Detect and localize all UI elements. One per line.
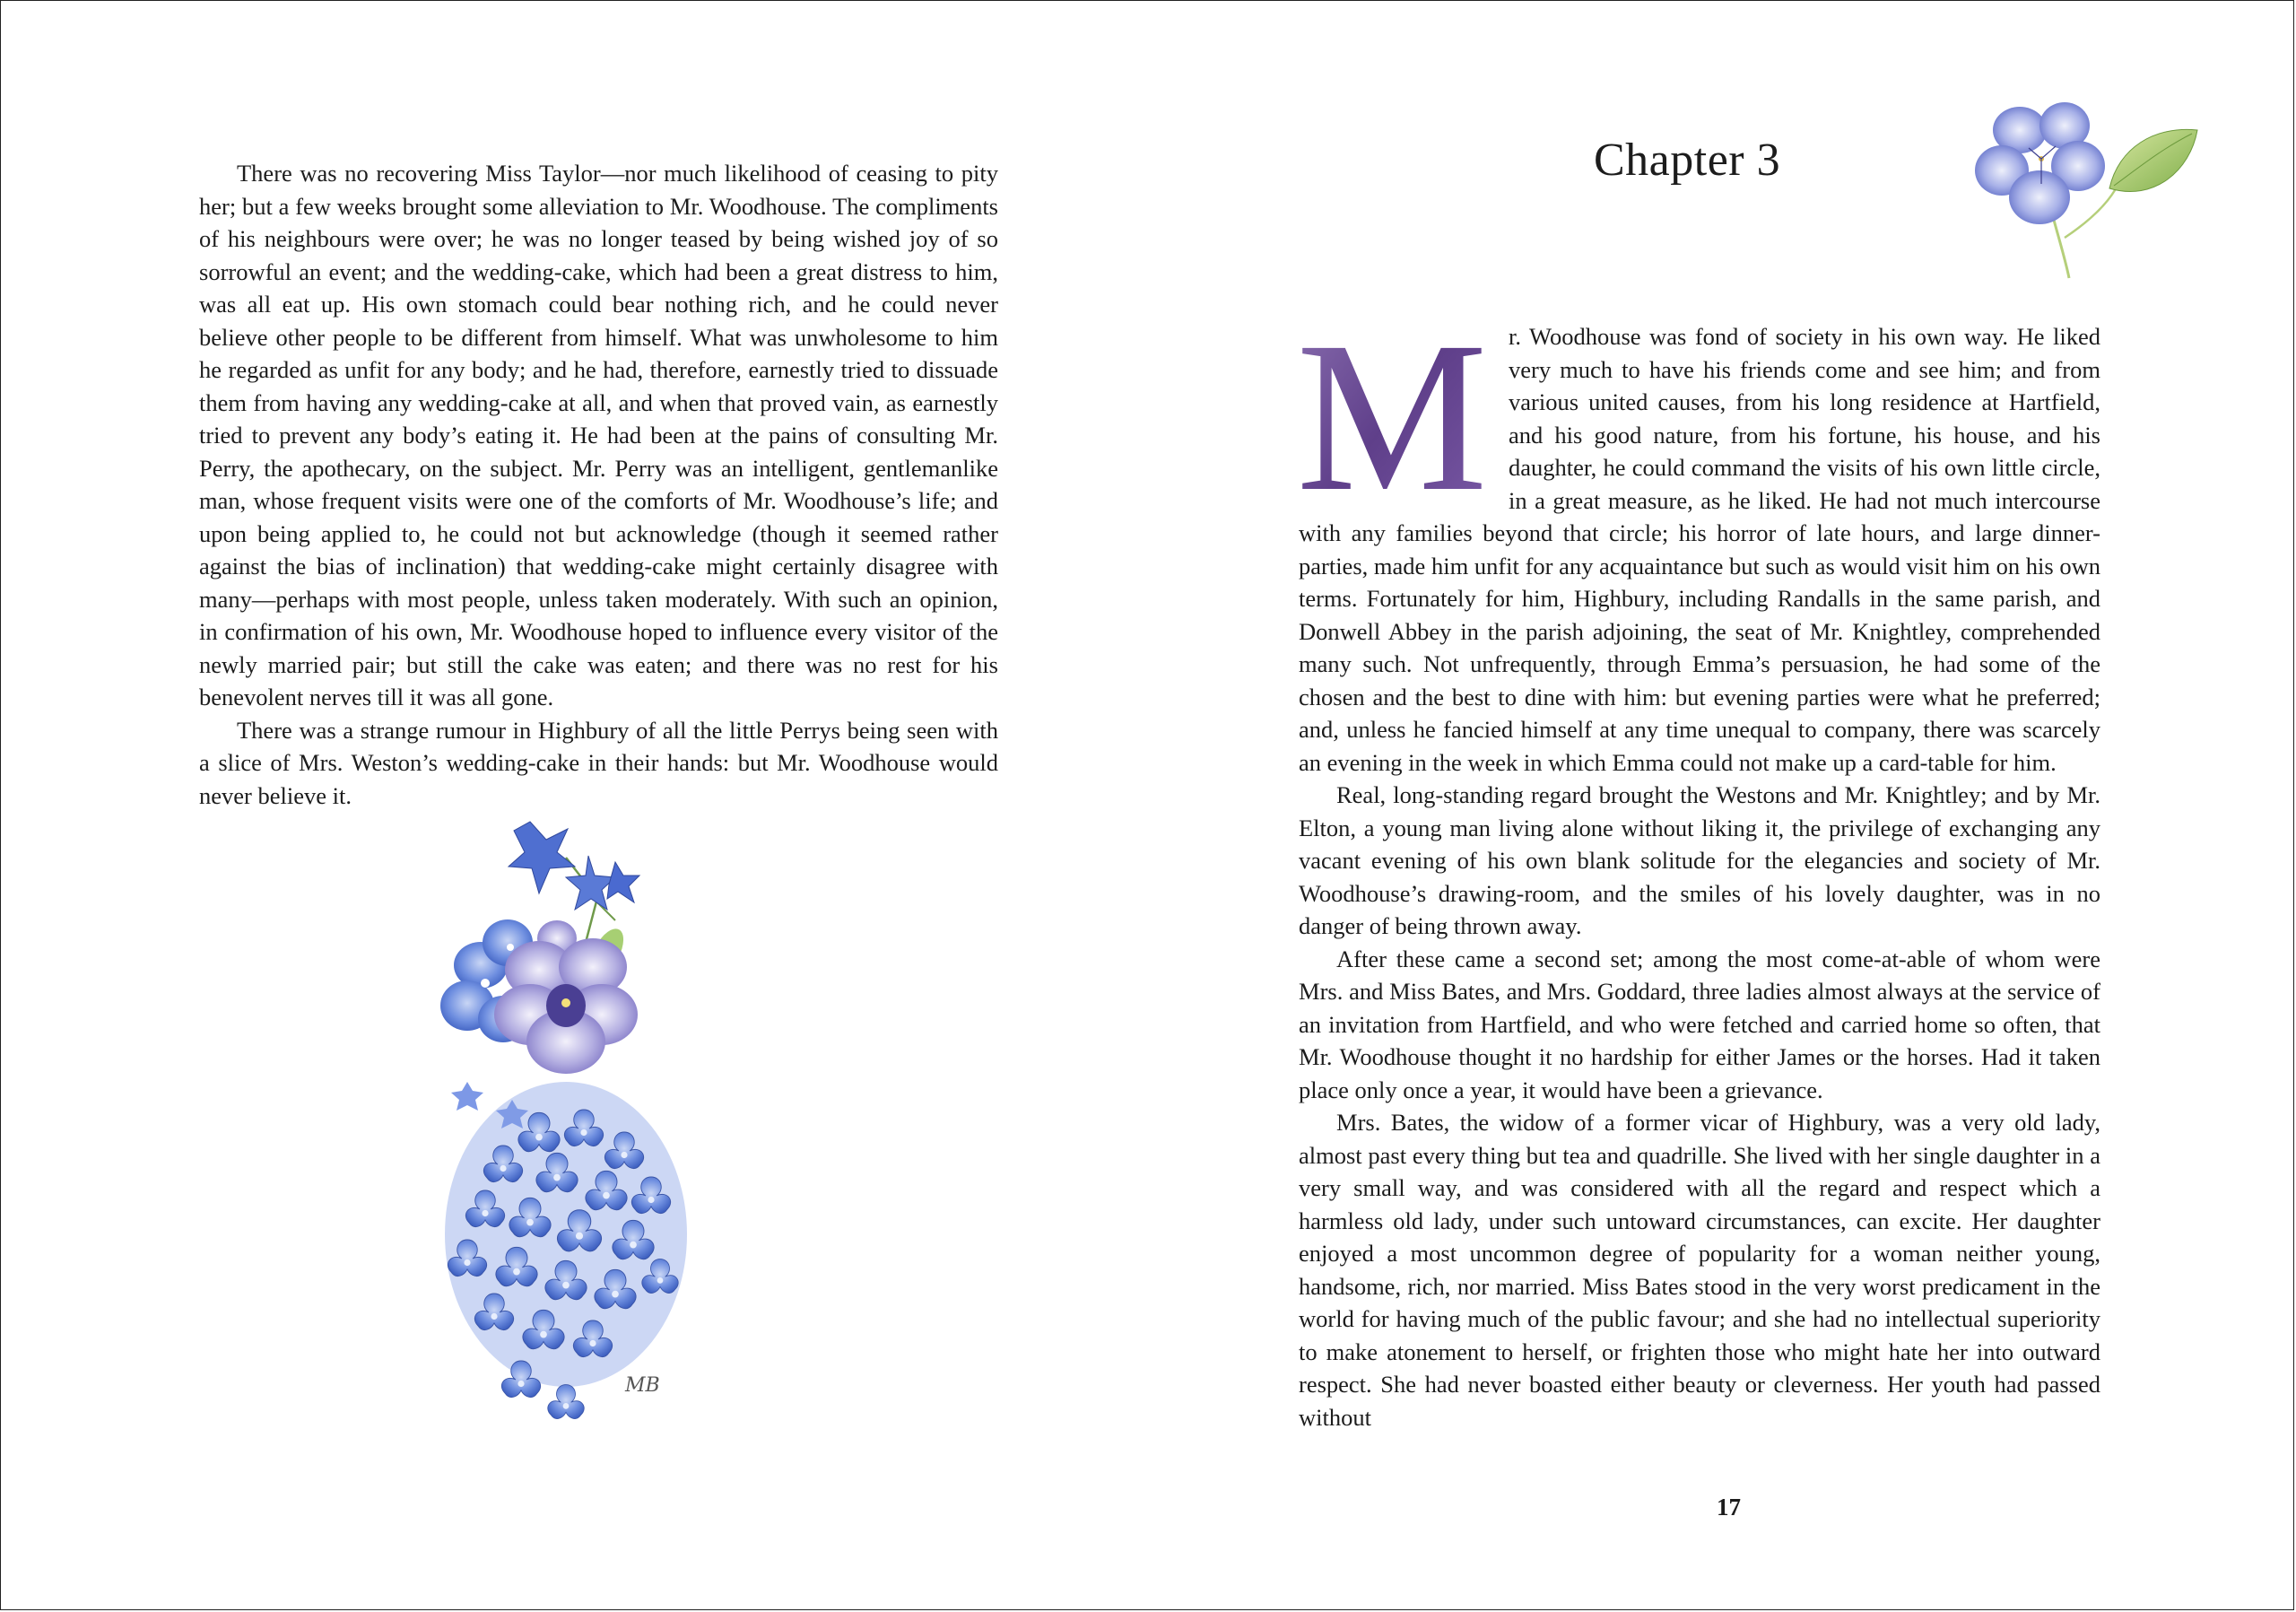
paragraph: Real, long-standing regard brought the Westons and Mr. Knightley; and by Mr. Elton, a young man living alone without liking it, the privilege of exchanging any vacant evening of his own blank solitude for the elegancies and society of Mr. Woodhouse’s drawing-room, and the smiles of his lovely daughter, was in no danger of being thrown away.	[1299, 781, 2100, 939]
right-page	[1148, 1, 2295, 1611]
bellflower-icon	[509, 822, 639, 910]
left-page	[1, 1, 1148, 1611]
illustrator-signature: MB	[625, 1374, 660, 1397]
page-number: 17	[1717, 1494, 1741, 1521]
paragraph: Mrs. Bates, the widow of a former vicar of Highbury, was a very old lady, almost past every thing but tea and quadrille. She lived with her single daughter in a very small way, and was considered with all the regard and respect which a harmless old lady, under such untoward circumstances, can excite. Her daughter enjoyed a most uncommon degree of popularity for a woman neither young, handsome, rich, nor married. Miss Bates stood in the very worst predicament in the world for having much of the public favour; and she had no intellectual superiority to make atonement to herself, or frighten those who might hate her into outward respect. She had never boasted either beauty or cleverness. Her youth had passed without	[1299, 1109, 2100, 1431]
hydrangea-icon	[445, 1082, 687, 1418]
dropcap-text: M	[1296, 326, 1488, 500]
leaf-icon	[2109, 129, 2197, 191]
first-paragraph	[1296, 320, 2100, 779]
paragraph: There was a strange rumour in Highbury of all the little Perrys being seen with a slice of Mrs. Weston’s wedding-cake in their hands: but Mr. Woodhouse would never believe it.	[199, 716, 998, 809]
pansy-icon	[494, 938, 638, 1074]
dropcap-letter	[1293, 326, 1491, 500]
chapter-title: Chapter 3	[1594, 135, 1781, 186]
bouquet-illustration	[431, 813, 745, 1445]
paragraph: There was no recovering Miss Taylor—nor much likelihood of ceasing to pity her; but a few weeks brought some alleviation to Mr. Woodhouse. The compliments of his neighbours were over; he was no longer teased by being wished joy of so sorrowful an event; and the wedding-cake, which had been a great distress to him, was all eat up. His own stomach could bear nothing rich, and he could never believe other people to be different from himself. What was unwholesome to him he regarded as unfit for any body; and he had, therefore, earnestly tried to dissuade them from having any wedding-cake at all, and when that proved vain, as earnestly tried to prevent any body’s eating it. He had been at the pains of consulting Mr. Perry, the apothecary, on the subject. Mr. Perry was an intelligent, gentlemanlike man, whose frequent visits were one of the comforts of Mr. Woodhouse’s life; and upon being applied to, he could not but acknowledge (though it seemed rather against the bias of inclination) that wedding-cake might certainly disagree with many—perhaps with most people, unless taken moderately. With such an opinion, in confirmation of his own, Mr. Woodhouse hoped to influence every visitor of the newly married pair; but still the cake was eaten; and there was no rest for his benevolent nerves till it was all gone.	[199, 160, 998, 710]
right-body-text	[1296, 320, 2100, 1433]
left-body-text	[199, 157, 998, 812]
violet-illustration	[1930, 94, 2199, 283]
first-paragraph-text: r. Woodhouse was fond of society in his own way. He liked very much to have his friends come and see him; and from various united causes, from his long residence at Hartfield, and his good nature, from his fortune, his house, and his daughter, he could command the visits of his own little circle, in a great measure, as he liked. He had not much intercourse with any families beyond that circle; his horror of late hours, and large dinner-parties, made him unfit for any acquaintance but such as would visit him on his own terms. Fortunately for him, Highbury, including Randalls in the same parish, and Donwell Abbey in the parish adjoining, the seat of Mr. Knightley, comprehended many such. Not unfrequently, through Emma’s persuasion, he had some of the chosen and the best to dine with him: but evening parties were what he preferred; and, unless he fancied himself at any time unequal to company, there was scarcely an evening in the week in which Emma could not make up a card-table for him.	[1299, 323, 2100, 776]
paragraph: After these came a second set; among the most come-at-able of whom were Mrs. and Miss Bates, and Mrs. Goddard, three ladies almost always at the service of an invitation from Hartfield, and who were fetched and carried home so often, that Mr. Woodhouse thought it no hardship for either James or the horses. Had it taken place only once a year, it would have been a grievance.	[1299, 945, 2100, 1103]
violet-flower-icon	[1975, 102, 2105, 224]
